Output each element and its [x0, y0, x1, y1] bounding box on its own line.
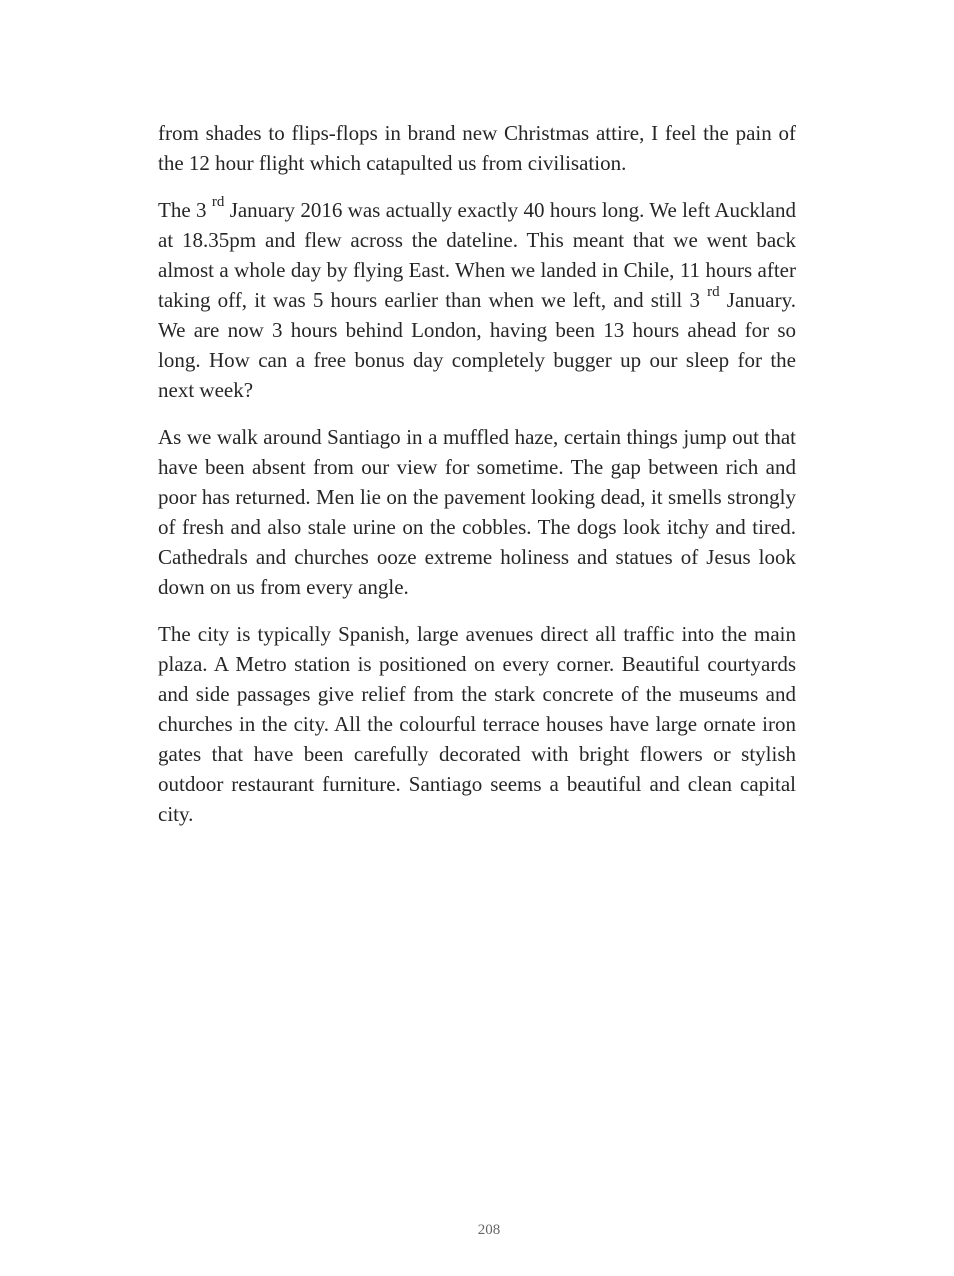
body-text: [158, 118, 796, 846]
paragraph-4: The city is typically Spanish, large avenues direct all traffic into the main plaza. A Metro station is positioned on every corner. Beautiful courtyards and side passages give relief from the stark concrete of the museums and churches in the city. All the colourful terrace houses have large ornate iron gates that have been carefully decorated with bright flowers or stylish outdoor restaurant furniture. Santiago seems a beautiful and clean capital city.: [158, 622, 796, 826]
ordinal-suffix: rd: [211, 194, 225, 210]
paragraph-2: [158, 195, 796, 405]
paragraph-2-part-2: January 2016 was actually exactly 40 hours long. We left Auckland at 18.35pm and flew across the dateline. This meant that we went back almost a whole day by flying East. When we landed in Chile, 11 hours after taking off, it was 5 hours earlier than when we left, and still 3: [158, 198, 796, 312]
page-number: 208: [477, 1222, 501, 1238]
paragraph-3: As we walk around Santiago in a muffled haze, certain things jump out that have been absent from our view for sometime. The gap between rich and poor has returned. Men lie on the pavement looking dead, it smells strongly of fresh and also stale urine on the cobbles. The dogs look itchy and tired. Cathedrals and churches ooze extreme holiness and statues of Jesus look down on us from every angle.: [158, 425, 796, 599]
ordinal-suffix: rd: [707, 284, 720, 300]
paragraph-2-part-3: January. We are now 3 hours behind London, having been 13 hours ahead for so long. How can a free bonus day completely bugger up our sleep for the next week?: [158, 288, 796, 402]
paragraph-1: from shades to flips-flops in brand new Christmas attire, I feel the pain of the 12 hour flight which catapulted us from civilisation.: [158, 121, 796, 175]
paragraph-2-part-1: The 3: [158, 198, 212, 222]
